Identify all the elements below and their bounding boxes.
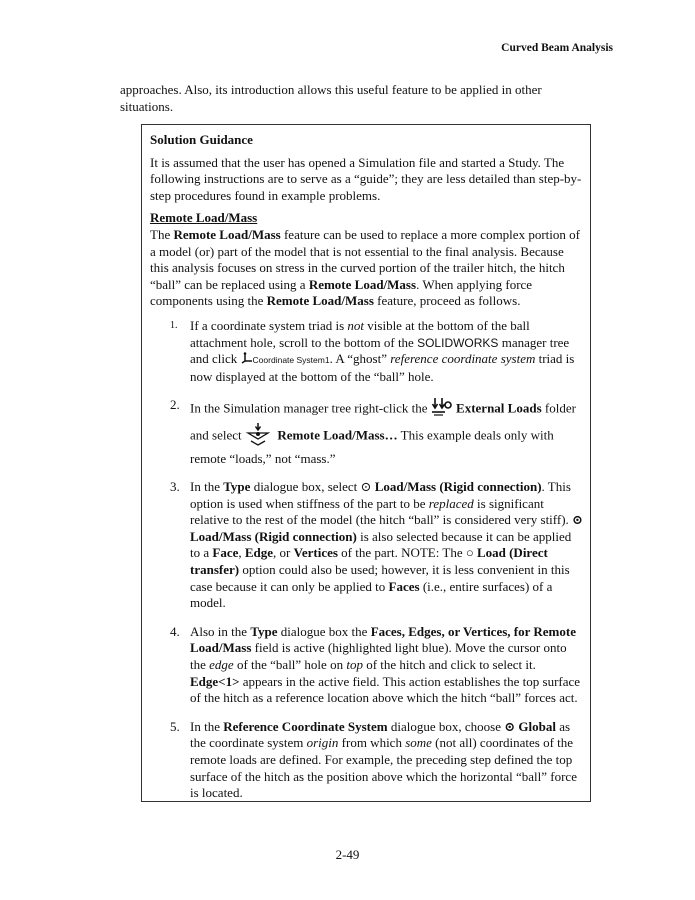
page-number: 2-49: [335, 847, 360, 862]
steps-list: [150, 318, 583, 802]
list-item: 3. In the Type dialogue box, select ⊙ Load/Mass (Rigid connection). This option is used when stiffness of the part to be replaced is significant relative to the rest of the model (the hitch “ball” is considered very stiff). ⊙ Load/Mass (Rigid connection) is also selected because it can be applied to a Face, Edge, or Vertices of the part. NOTE: The ○ Load (Direct transfer) option could also be used; however, it is less convenient in this case because it can only be applied to Faces (i.e., entire surfaces) of a model.: [170, 479, 583, 611]
guidance-intro: It is assumed that the user has opened a Simulation file and started a Study. The following instructions are to serve as a “guide”; they are less detailed than step-by-step procedures found in example problems.: [150, 154, 582, 203]
solution-guidance-box: [141, 124, 591, 802]
list-item: 2. In the Simulation manager tree right-click the External Loads folder and select Remote Load/Mass… This example deals only with remote “loads,” not “mass.”: [170, 397, 576, 466]
coordinate-system-icon: [241, 352, 253, 369]
step-number: 1.: [170, 319, 178, 331]
coordinate-system-label: Coordinate System1: [252, 355, 330, 366]
list-item: 4. Also in the Type dialogue box the Faces, Edges, or Vertices, for Remote Load/Mass field is active (highlighted light blue). Move the cursor onto the edge of the “ball” hole on top of the hitch and click to select it. Edge<1> appears in the active field. This action establishes the top surface of the hitch as a reference location above which the hitch “ball” forces act.: [170, 623, 581, 706]
section-title: Remote Load/Mass: [150, 210, 258, 226]
step-number: 3.: [170, 479, 180, 495]
external-loads-icon: [431, 397, 453, 422]
step-number: 4.: [170, 623, 180, 639]
running-header: Curved Beam Analysis: [501, 42, 613, 54]
list-item: 1. If a coordinate system triad is not visible at the bottom of the ball attachment hole, scroll to the bottom of the SOLIDWORKS manager tree and click Coordinate System1. A “ghost” reference coordinate system triad is now displayed at the bottom of the “ball” hole.: [170, 317, 575, 384]
step-number: 2.: [170, 397, 180, 413]
intro-paragraph: approaches. Also, its introduction allows this useful feature to be applied in other situations.: [120, 82, 542, 114]
list-item: 5. In the Reference Coordinate System dialogue box, choose ⊙ Global as the coordinate system origin from which some (not all) coordinates of the remote loads are defined. For example, the preceding step defined the top surface of the hitch as the position above which the horizontal “ball” force is located.: [170, 718, 577, 801]
step-number: 5.: [170, 718, 180, 734]
remote-load-icon: [245, 422, 271, 451]
section-body: The Remote Load/Mass feature can be used to replace a more complex portion of a model (or) part of the model that is not essential to the final analysis. Because this analysis focuses on stress in the curved portion of the trailer hitch, the hitch “ball” can be replaced using a Remote Load/Mass. When applying force components using the Remote Load/Mass feature, proceed as follows.: [150, 226, 580, 309]
box-title: Solution Guidance: [150, 132, 253, 147]
radio-selected-icon: ⊙: [360, 479, 372, 495]
